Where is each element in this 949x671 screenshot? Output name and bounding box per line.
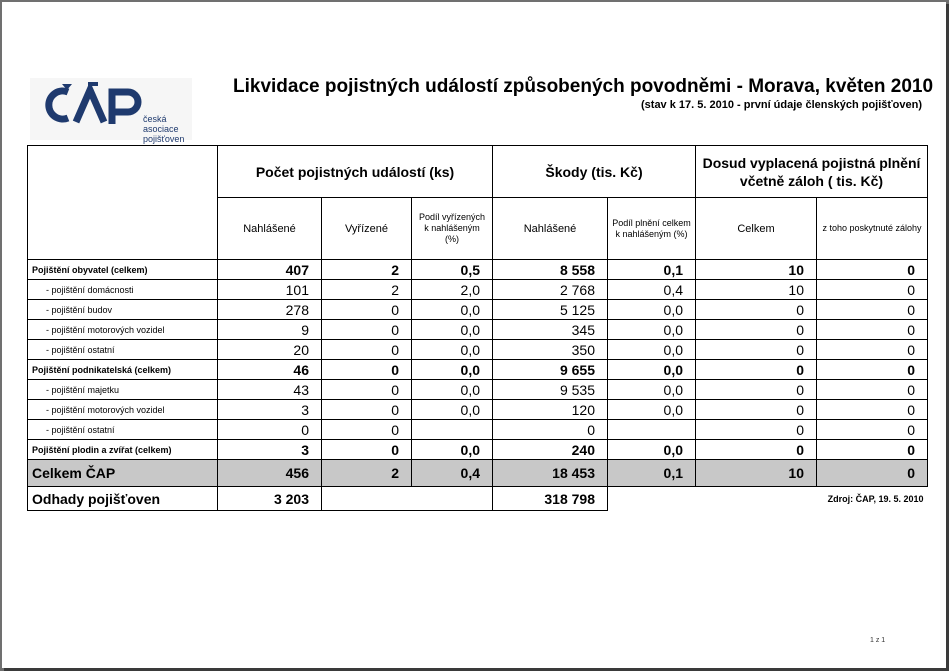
estimates-count: 3 203 [218,487,322,511]
row-label: Pojištění podnikatelská (celkem) [28,360,218,380]
row-value: 0 [493,420,608,440]
row-value: 10 [696,280,817,300]
row-value: 0 [817,340,928,360]
row-value: 0 [817,400,928,420]
header-paid-total: Celkem [696,198,817,260]
header-group-damages: Škody (tis. Kč) [493,146,696,198]
table-row [28,440,928,460]
row-value: 101 [218,280,322,300]
header-reported: Nahlášené [218,198,322,260]
row-value: 0 [322,380,412,400]
table-row [28,360,928,380]
document-subtitle: (stav k 17. 5. 2010 - první údaje členských pojišťoven) [641,99,922,111]
row-value: 0,5 [412,260,493,280]
logo-text-line2: pojišťoven [143,134,185,144]
estimates-row [28,487,928,511]
header-paid-share: Podíl plnění celkem k nahlášeným (%) [608,198,696,260]
total-value: 456 [218,460,322,487]
row-value: 0,0 [412,400,493,420]
row-value: 2 [322,280,412,300]
total-value: 0,1 [608,460,696,487]
row-value: 8 558 [493,260,608,280]
row-value: 0,0 [608,380,696,400]
header-advances: z toho poskytnuté zálohy [817,198,928,260]
row-label: - pojištění majetku [28,380,218,400]
row-value: 0 [696,340,817,360]
row-value: 0 [817,440,928,460]
total-value: 2 [322,460,412,487]
row-value: 350 [493,340,608,360]
estimates-label: Odhady pojišťoven [28,487,218,511]
total-row [28,460,928,487]
row-value: 0 [696,320,817,340]
row-value: 0 [322,420,412,440]
row-value: 2,0 [412,280,493,300]
estimates-empty-cell [322,487,493,511]
table-row [28,280,928,300]
header-group-paid: Dosud vyplacená pojistná plnění včetně záloh ( tis. Kč) [696,146,928,198]
row-value: 0 [322,340,412,360]
row-value: 0,4 [608,280,696,300]
row-value: 0,0 [608,300,696,320]
row-value: 345 [493,320,608,340]
row-value: 3 [218,440,322,460]
row-value [412,420,493,440]
row-value: 2 768 [493,280,608,300]
row-value: 0 [817,380,928,400]
row-value: 0 [817,280,928,300]
header-group-counts: Počet pojistných událostí (ks) [218,146,493,198]
row-value: 0,0 [412,380,493,400]
total-label: Celkem ČAP [28,460,218,487]
row-value [608,420,696,440]
estimates-damages: 318 798 [493,487,608,511]
total-value: 10 [696,460,817,487]
row-value: 0 [322,300,412,320]
row-label: Pojištění obyvatel (celkem) [28,260,218,280]
row-label: - pojištění budov [28,300,218,320]
row-value: 0 [817,260,928,280]
row-value: 9 [218,320,322,340]
total-value: 0 [817,460,928,487]
total-value: 0,4 [412,460,493,487]
table-row [28,260,928,280]
cap-logo [30,78,192,144]
row-value: 2 [322,260,412,280]
row-value: 0,0 [412,300,493,320]
row-value: 407 [218,260,322,280]
row-value: 0,0 [608,360,696,380]
header-row-groups [28,146,928,198]
row-value: 20 [218,340,322,360]
source-note: Zdroj: ČAP, 19. 5. 2010 [827,493,924,504]
header-damages-reported: Nahlášené [493,198,608,260]
page-number: 1 z 1 [870,637,886,644]
row-value: 3 [218,400,322,420]
row-value: 46 [218,360,322,380]
row-value: 0,0 [412,320,493,340]
row-value: 10 [696,260,817,280]
table-row [28,380,928,400]
row-value: 0 [696,380,817,400]
row-label: - pojištění motorových vozidel [28,400,218,420]
row-value: 0 [322,320,412,340]
table-row [28,320,928,340]
row-value: 0,0 [412,440,493,460]
row-value: 0,0 [608,400,696,420]
document-title: Likvidace pojistných událostí způsobených povodněmi - Morava, květen 2010 [233,76,934,97]
row-value: 0,1 [608,260,696,280]
row-value: 278 [218,300,322,320]
row-label: - pojištění ostatní [28,420,218,440]
row-value: 0 [817,420,928,440]
row-value: 0,0 [412,360,493,380]
claims-table [27,145,928,511]
table-row [28,300,928,320]
row-label: - pojištění domácnosti [28,280,218,300]
document-page [2,2,946,668]
total-value: 18 453 [493,460,608,487]
header-settled: Vyřízené [322,198,412,260]
row-value: 43 [218,380,322,400]
row-value: 0 [322,440,412,460]
row-value: 9 655 [493,360,608,380]
table-row [28,340,928,360]
row-value: 0 [696,400,817,420]
row-label: Pojištění plodin a zvířat (celkem) [28,440,218,460]
header-empty-cell [28,146,218,260]
row-value: 0,0 [608,320,696,340]
row-value: 0 [696,360,817,380]
row-value: 240 [493,440,608,460]
row-label: - pojištění ostatní [28,340,218,360]
table-row [28,420,928,440]
logo-text [143,114,192,144]
header-settled-share: Podíl vyřízených k nahlášeným (%) [412,198,493,260]
row-label: - pojištění motorových vozidel [28,320,218,340]
row-value: 0 [696,300,817,320]
row-value: 0 [817,300,928,320]
table-row [28,400,928,420]
row-value: 0,0 [608,440,696,460]
row-value: 0 [817,320,928,340]
row-value: 0 [696,440,817,460]
row-value: 0 [696,420,817,440]
row-value: 120 [493,400,608,420]
row-value: 5 125 [493,300,608,320]
row-value: 9 535 [493,380,608,400]
row-value: 0 [817,360,928,380]
row-value: 0 [322,360,412,380]
row-value: 0 [218,420,322,440]
logo-text-line1: česká asociace [143,114,179,134]
row-value: 0,0 [412,340,493,360]
row-value: 0,0 [608,340,696,360]
cap-logo-mark [38,82,148,126]
row-value: 0 [322,400,412,420]
